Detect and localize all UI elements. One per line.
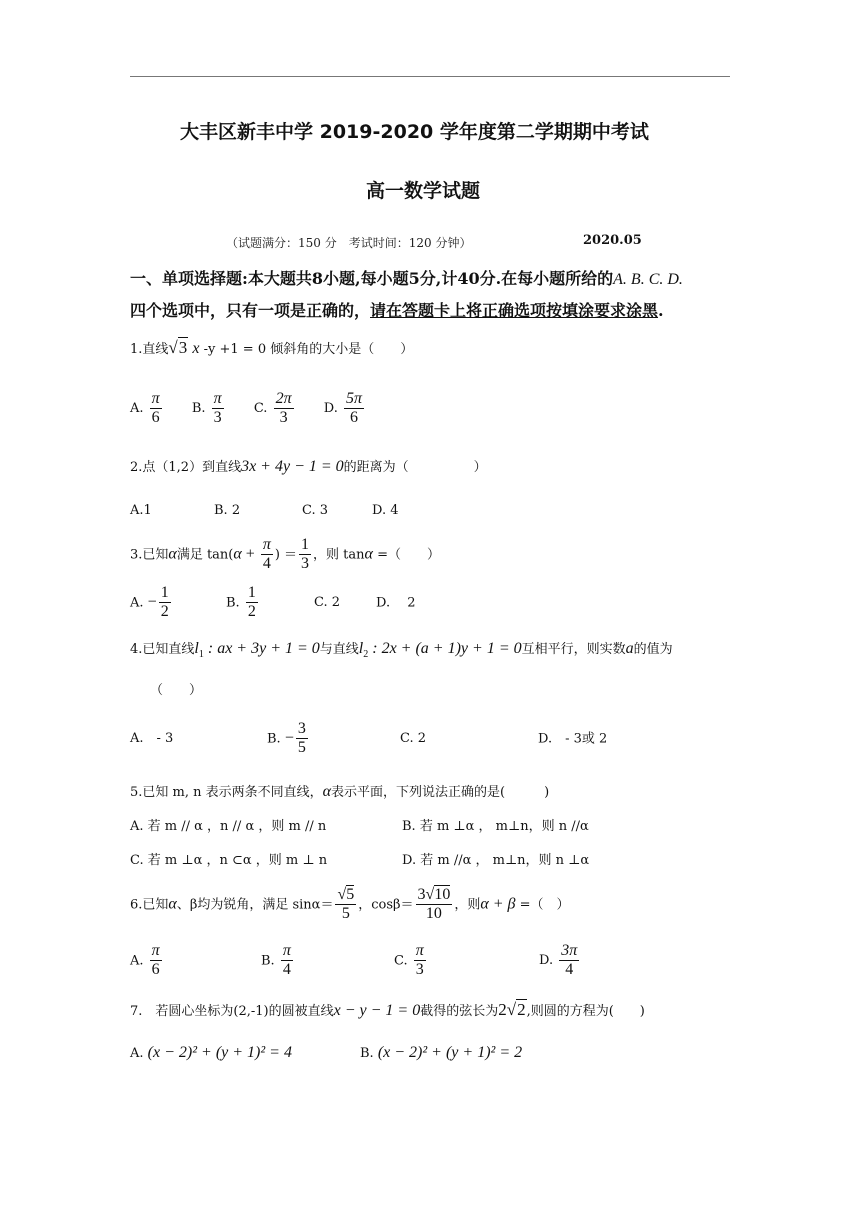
q2-prefix: 2.点（1,2）到直线 bbox=[130, 460, 242, 475]
section-1-line1 bbox=[130, 266, 683, 289]
question-1-stem bbox=[130, 338, 413, 358]
fraction bbox=[274, 390, 294, 428]
q7-option-a bbox=[130, 1044, 360, 1062]
q7-chord-text: 截得的弦长为 bbox=[420, 1004, 499, 1019]
exam-title: 大丰区新丰中学 2019-2020 学年度第二学期期中考试 bbox=[180, 121, 649, 143]
denominator: 2 bbox=[160, 603, 169, 621]
q2-option-a: A.1 bbox=[130, 503, 152, 518]
l1-letter: l bbox=[194, 640, 199, 657]
q4-option-a: A. - 3 bbox=[130, 731, 174, 747]
sqrt-3-radicand: 3 bbox=[178, 338, 188, 357]
numerator: π bbox=[150, 942, 162, 961]
line-l1 bbox=[194, 640, 204, 661]
circle-equation: (x − 2)² + (y + 1)² = 2 bbox=[377, 1044, 523, 1061]
denominator: 10 bbox=[425, 905, 442, 923]
section-1-period: . bbox=[658, 301, 664, 320]
q3-option-d: D. 2 bbox=[376, 595, 416, 611]
q5-suffix: 表示平面，下列说法正确的是( ) bbox=[331, 785, 550, 800]
numerator: π bbox=[261, 536, 273, 555]
denominator: 5 bbox=[341, 905, 350, 923]
fraction bbox=[414, 942, 426, 980]
fraction bbox=[159, 584, 171, 622]
q1-suffix: -y +1 = 0 倾斜角的大小是（ ） bbox=[199, 342, 414, 357]
q6-option-c bbox=[394, 942, 539, 980]
alpha-symbol: α bbox=[168, 545, 177, 563]
circle-equation: (x − 2)² + (y + 1)² = 4 bbox=[147, 1044, 292, 1061]
numerator: √5 bbox=[335, 886, 356, 905]
option-label: A. bbox=[130, 1046, 144, 1061]
radicand: 5 bbox=[346, 886, 355, 903]
denominator: 6 bbox=[349, 409, 358, 427]
q6-sum: α + β bbox=[480, 895, 516, 913]
numerator: 3√10 bbox=[416, 886, 453, 905]
minus-sign: − bbox=[284, 729, 294, 747]
coefficient: 3 bbox=[417, 886, 426, 903]
q6-paren: =（ ） bbox=[515, 897, 570, 913]
q7-prefix: 7. 若圆心坐标为(2,-1)的圆被直线 bbox=[130, 1004, 334, 1019]
numerator: π bbox=[414, 942, 426, 961]
q5-prefix: 5.已知 m, n 表示两条不同直线， bbox=[130, 785, 323, 800]
q3-paren: =（ ） bbox=[372, 547, 440, 563]
fraction bbox=[261, 536, 273, 574]
q3-equals: ) ＝ bbox=[274, 547, 298, 563]
q3-prefix: 3.已知 bbox=[130, 547, 169, 563]
header-rule bbox=[130, 76, 730, 77]
question-4-stem bbox=[130, 638, 673, 660]
question-4-paren: （ ） bbox=[150, 683, 203, 698]
denominator: 4 bbox=[565, 961, 574, 979]
option-label: C. bbox=[394, 953, 408, 969]
alpha-symbol: α bbox=[322, 783, 332, 800]
denominator: 6 bbox=[151, 409, 160, 427]
option-label: D. bbox=[539, 953, 554, 969]
fraction bbox=[296, 720, 308, 758]
question-5-row-2 bbox=[130, 849, 589, 868]
section-1-text: 一、单项选择题:本大题共8小题,每小题5分,计40分.在每小题所给的 bbox=[130, 269, 614, 288]
denominator: 3 bbox=[415, 961, 424, 979]
option-label: A. bbox=[130, 953, 144, 969]
fraction bbox=[416, 886, 453, 924]
fraction bbox=[246, 584, 258, 622]
q4-equation-2: : 2x + (a + 1)y + 1 = 0 bbox=[368, 640, 522, 657]
q3-option-a bbox=[130, 584, 226, 622]
denominator: 3 bbox=[213, 409, 222, 427]
q5-option-d: D. 若 m //α ， m⊥n，则 n ⊥α bbox=[402, 853, 590, 868]
exam-date: 2020.05 bbox=[583, 233, 642, 248]
fraction bbox=[150, 942, 162, 980]
q2-option-c: C. 3 bbox=[302, 503, 329, 518]
option-label: B. bbox=[226, 595, 240, 611]
q3-tan-text: 满足 tan( bbox=[176, 547, 234, 563]
q4-equation-1: : ax + 3y + 1 = 0 bbox=[203, 640, 320, 657]
q7-suffix: ,则圆的方程为( ) bbox=[526, 1004, 645, 1019]
q4-option-d: D. - 3或 2 bbox=[538, 731, 608, 747]
q6-option-a bbox=[130, 942, 261, 980]
section-1-instruction: 请在答题卡上将正确选项按填涂要求涂黑 bbox=[370, 301, 659, 320]
numerator: 1 bbox=[299, 536, 311, 555]
q6-then: ，则 bbox=[454, 897, 481, 913]
fraction bbox=[150, 390, 162, 428]
l2-subscript: 2 bbox=[363, 649, 369, 661]
plus-sign: + bbox=[241, 545, 259, 563]
denominator: 4 bbox=[262, 555, 271, 573]
exam-info bbox=[226, 234, 471, 251]
question-6-options bbox=[130, 942, 581, 980]
numerator: 3 bbox=[296, 720, 308, 739]
l2-letter: l bbox=[358, 640, 364, 657]
numerator: 1 bbox=[159, 584, 171, 603]
q4-option-c: C. 2 bbox=[400, 731, 427, 747]
q6-cos-text: ，cosβ＝ bbox=[358, 897, 414, 913]
q1-x: x bbox=[192, 340, 200, 357]
numerator: π bbox=[150, 390, 162, 409]
q2-option-b: B. 2 bbox=[214, 503, 241, 518]
exam-subtitle: 高一数学试题 bbox=[366, 180, 481, 202]
question-7-options bbox=[130, 1044, 522, 1062]
q1-prefix: 1.直线 bbox=[130, 342, 169, 357]
l1-subscript: 1 bbox=[198, 649, 204, 661]
fraction bbox=[212, 390, 224, 428]
q2-equation: 3x + 4y − 1 = 0 bbox=[241, 458, 344, 475]
q4-a: a bbox=[625, 640, 634, 657]
q7-option-b bbox=[360, 1046, 522, 1061]
fraction bbox=[559, 942, 579, 980]
q7-line-equation: x − y − 1 = 0 bbox=[333, 1002, 421, 1019]
alpha-symbol: α bbox=[233, 545, 242, 563]
denominator: 2 bbox=[247, 603, 256, 621]
section-1-options-label: A. B. C. D. bbox=[613, 271, 683, 288]
option-label: A. bbox=[130, 401, 144, 417]
question-7-stem bbox=[130, 1000, 645, 1020]
q1-option-b bbox=[191, 390, 226, 427]
option-label: B. bbox=[360, 1046, 374, 1061]
denominator: 3 bbox=[301, 555, 310, 573]
option-label: B. bbox=[261, 953, 275, 969]
radicand: 2 bbox=[517, 1000, 526, 1019]
q4-tail: 的值为 bbox=[633, 642, 673, 657]
exam-info-text: （试题满分：150 分 考试时间：120 分钟） bbox=[226, 236, 472, 250]
numerator: 1 bbox=[246, 584, 258, 603]
option-label: B. bbox=[191, 401, 206, 417]
q1-option-a bbox=[130, 390, 164, 427]
question-6-stem bbox=[130, 886, 570, 924]
numerator: 5π bbox=[344, 390, 364, 409]
q6-prefix: 6.已知 bbox=[130, 897, 169, 913]
option-label: B. bbox=[267, 731, 281, 747]
line-l2 bbox=[358, 640, 369, 661]
alpha-symbol: α bbox=[168, 895, 177, 913]
denominator: 4 bbox=[282, 961, 291, 979]
sqrt-3: √3 bbox=[168, 338, 188, 357]
option-label: D. bbox=[323, 401, 338, 417]
section-1-line2-prefix: 四个选项中，只有一项是正确的， bbox=[130, 301, 371, 320]
q4-prefix: 4.已知直线 bbox=[130, 642, 195, 657]
q4-suffix: 互相平行，则实数 bbox=[521, 642, 626, 657]
chord-length: 2√2 bbox=[498, 1000, 526, 1019]
denominator: 3 bbox=[279, 409, 288, 427]
question-4-options bbox=[130, 720, 607, 758]
q5-option-c: C. 若 m ⊥α ，n ⊂α ，则 m ⊥ n bbox=[130, 853, 328, 868]
numerator: π bbox=[281, 942, 293, 961]
question-1-options bbox=[130, 390, 366, 428]
q5-option-b: B. 若 m ⊥α ， m⊥n，则 n //α bbox=[402, 819, 589, 834]
fraction bbox=[281, 942, 293, 980]
q2-option-d: D. 4 bbox=[372, 503, 399, 518]
numerator: 2π bbox=[274, 390, 294, 409]
question-5-row-1 bbox=[130, 815, 589, 834]
question-2-stem bbox=[130, 456, 487, 476]
q3-then: ，则 tan bbox=[313, 547, 365, 563]
minus-sign: − bbox=[147, 593, 157, 611]
denominator: 6 bbox=[151, 961, 160, 979]
alpha-symbol: α bbox=[364, 545, 373, 563]
q2-suffix: 的距离为（ ） bbox=[343, 460, 487, 475]
q4-mid: 与直线 bbox=[319, 642, 359, 657]
q6-sin-text: 、β均为锐角，满足 sinα＝ bbox=[176, 897, 334, 913]
q3-option-b bbox=[226, 584, 314, 622]
question-3-options bbox=[130, 584, 416, 622]
denominator: 5 bbox=[297, 739, 306, 757]
option-label: A. bbox=[130, 595, 144, 611]
coefficient: 2 bbox=[498, 1000, 507, 1019]
numerator: 3π bbox=[559, 942, 579, 961]
numerator: π bbox=[212, 390, 224, 409]
fraction bbox=[299, 536, 311, 574]
question-5-stem bbox=[130, 781, 549, 801]
q3-option-c: C. 2 bbox=[314, 595, 341, 611]
question-2-options bbox=[130, 503, 399, 518]
section-1-line2 bbox=[130, 298, 664, 321]
question-3-stem bbox=[130, 536, 440, 574]
option-label: C. bbox=[253, 401, 268, 417]
radicand: 10 bbox=[434, 886, 451, 903]
q4-option-b bbox=[267, 720, 400, 758]
q5-option-a: A. 若 m // α ，n // α ，则 m // n bbox=[130, 819, 327, 834]
fraction bbox=[344, 390, 364, 428]
q6-option-b bbox=[261, 942, 394, 980]
fraction bbox=[335, 886, 356, 924]
